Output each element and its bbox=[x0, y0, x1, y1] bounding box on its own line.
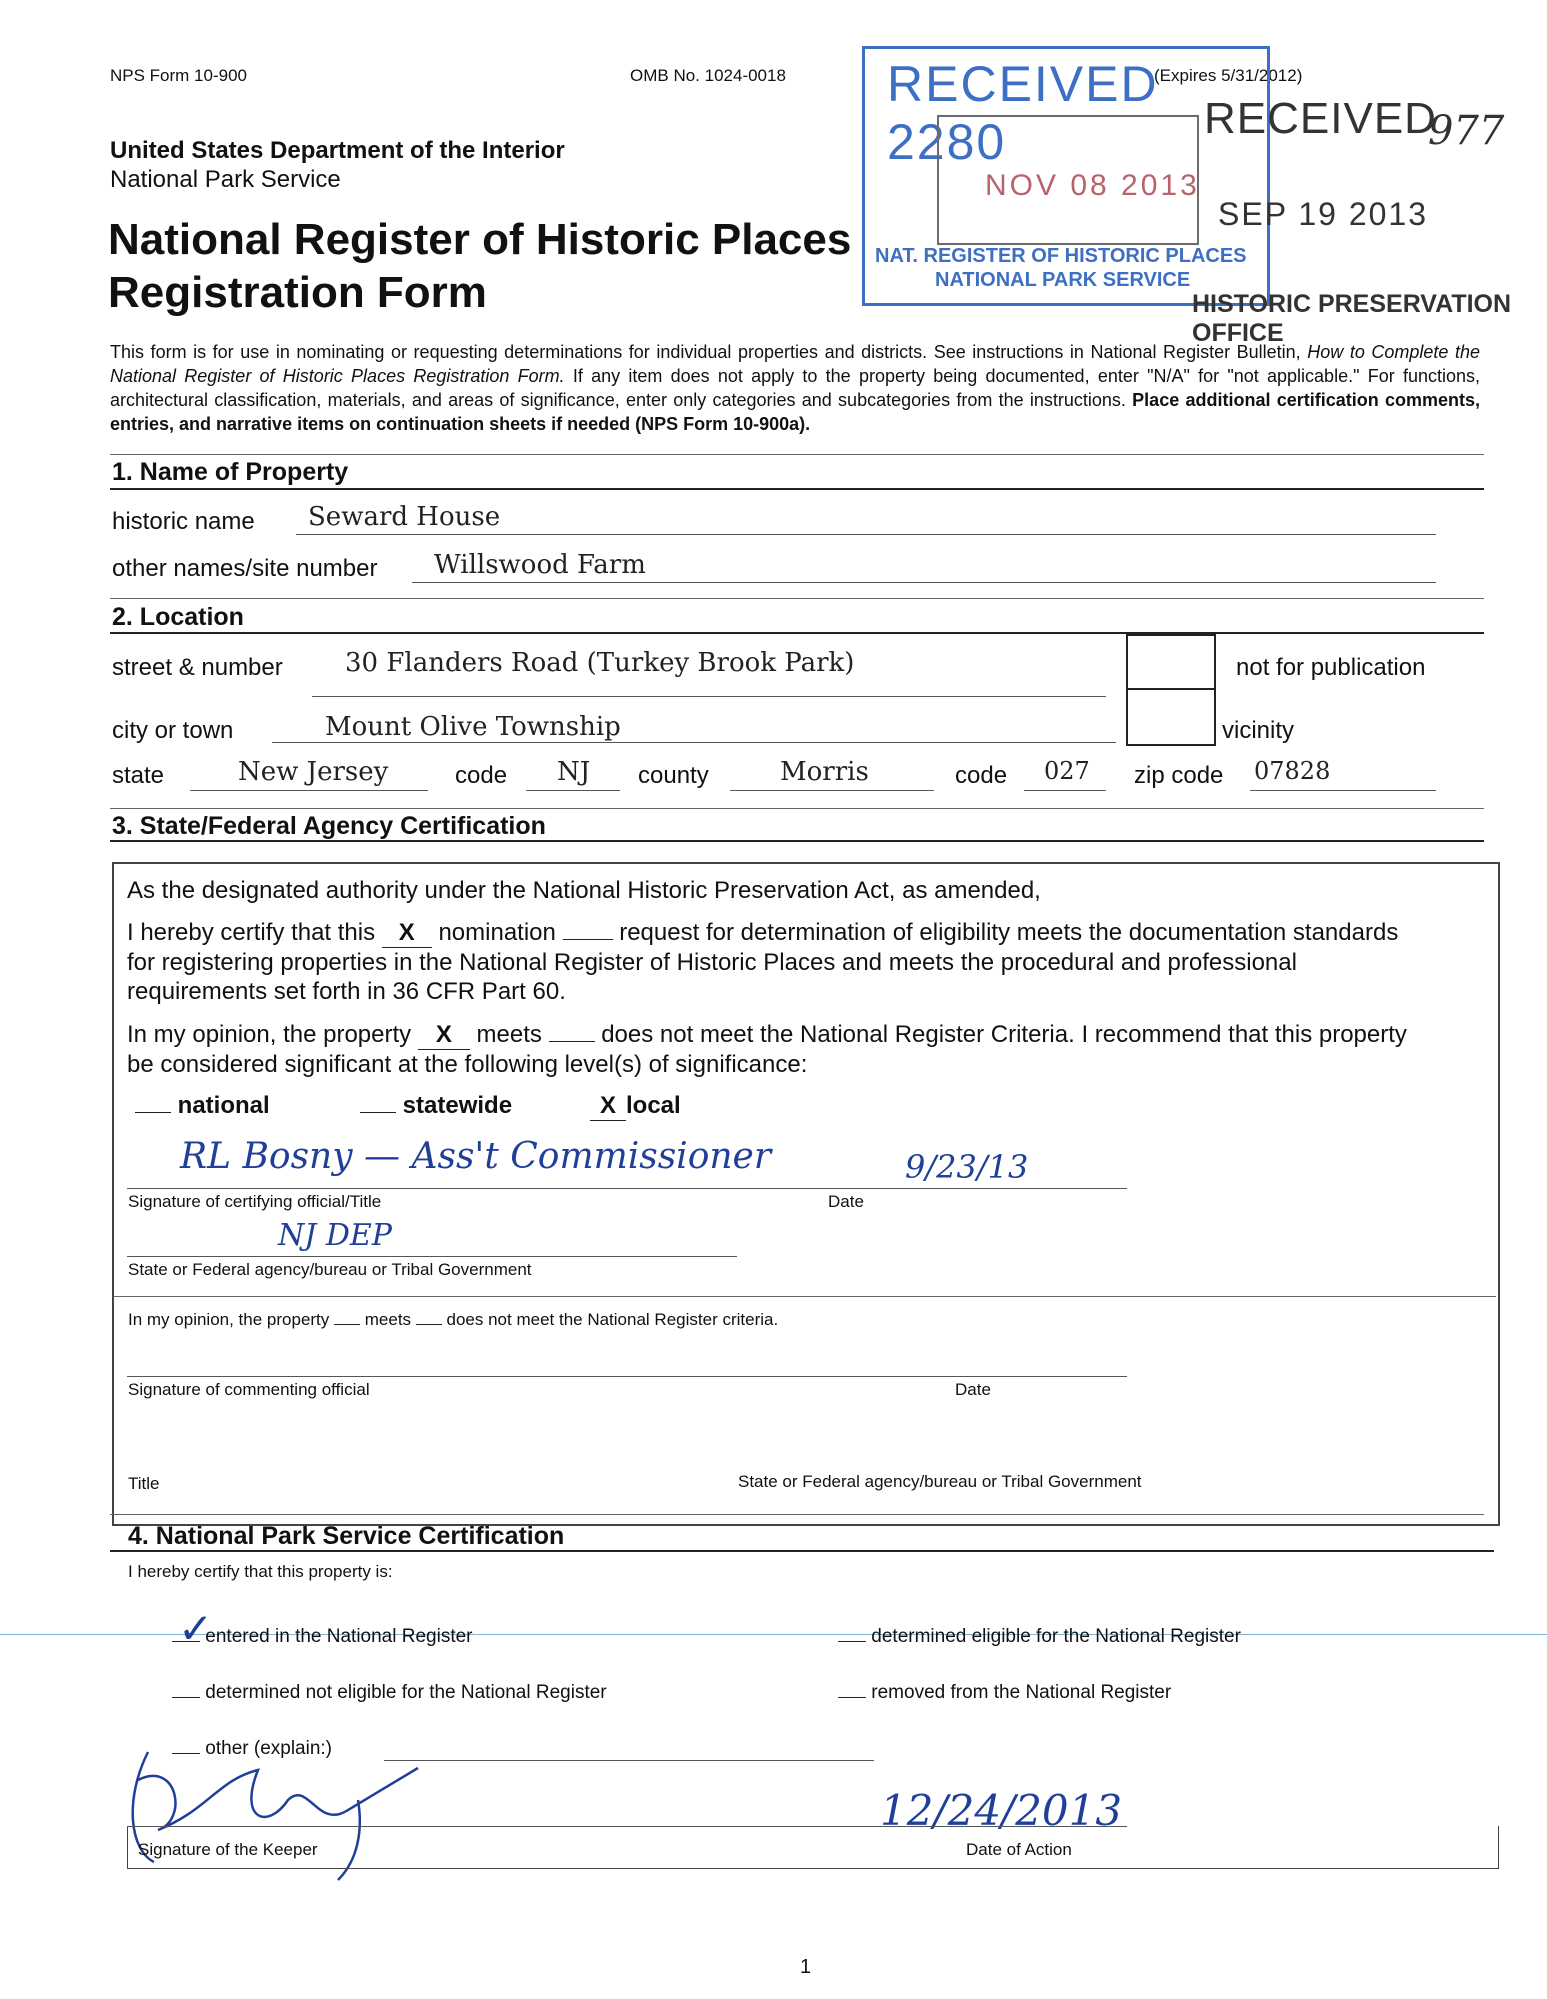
level-national[interactable]: national bbox=[135, 1092, 270, 1120]
state-value: New Jersey bbox=[238, 757, 389, 787]
hpo-received-stamp: RECEIVED bbox=[1204, 94, 1437, 143]
state-code-value: NJ bbox=[557, 757, 591, 787]
street-value: 30 Flanders Road (Turkey Brook Park) bbox=[345, 648, 855, 678]
opinion-statement: In my opinion, the property X meets does not meet the National Register Criteria. I recommend that this property be considered significant at the following level(s) of significance: bbox=[127, 1021, 1407, 1078]
section4-heading: 4. National Park Service Certification bbox=[128, 1522, 565, 1550]
option-other[interactable]: other (explain:) bbox=[172, 1738, 332, 1760]
instructions-paragraph: This form is for use in nominating or requesting determinations for individual properties and districts. See instructions in National Register Bulletin, How to Complete the National Register of Historic Places Registration Form. If any item does not apply to the property being documented, enter "N/A" for "not applicable." For functions, architectural classification, materials, and areas of significance, enter only categories and subcategories from the instructions. Place additional certification comments, entries, and narrative items on continuation sheets if needed (NPS Form 10-900a). bbox=[110, 342, 1481, 434]
nps-certify-intro: I hereby certify that this property is: bbox=[128, 1562, 393, 1581]
historic-name-label: historic name bbox=[112, 508, 255, 535]
other-names-label: other names/site number bbox=[112, 555, 378, 582]
city-value: Mount Olive Township bbox=[325, 712, 621, 742]
certifying-date-label: Date bbox=[828, 1192, 864, 1211]
other-names-value: Willswood Farm bbox=[434, 550, 646, 580]
commenting-date-label: Date bbox=[955, 1380, 991, 1399]
state-label: state bbox=[112, 762, 165, 789]
section2-heading: 2. Location bbox=[112, 603, 244, 631]
option-determined-eligible[interactable]: determined eligible for the National Register bbox=[838, 1626, 1241, 1648]
comment-opinion: In my opinion, the property meets does not meet the National Register criteria. bbox=[128, 1310, 779, 1329]
zip-label: zip code bbox=[1134, 762, 1224, 789]
expiration: (Expires 5/31/2012) bbox=[1154, 66, 1303, 85]
authority-statement: As the designated authority under the National Historic Preservation Act, as amended, bbox=[127, 877, 1041, 904]
level-local[interactable]: X local bbox=[590, 1092, 681, 1121]
county-label: county bbox=[638, 762, 709, 789]
action-date-label: Date of Action bbox=[966, 1840, 1072, 1859]
certifying-agency-label: State or Federal agency/bureau or Tribal Government bbox=[128, 1260, 532, 1279]
hpo-received-date: SEP 19 2013 bbox=[1218, 196, 1429, 232]
reference-number: 977 bbox=[1428, 108, 1505, 154]
option-removed[interactable]: removed from the National Register bbox=[838, 1682, 1171, 1704]
option-not-eligible[interactable]: determined not eligible for the National Register bbox=[172, 1682, 607, 1704]
not-for-publication-checkbox[interactable] bbox=[1126, 634, 1216, 692]
keeper-box bbox=[127, 1826, 1499, 1869]
nps-received-stamp: RECEIVED 2280 NOV 08 2013 NAT. REGISTER OF HISTORIC PLACES NATIONAL PARK SERVICE bbox=[862, 46, 1270, 306]
certifying-agency: NJ DEP bbox=[278, 1218, 392, 1253]
option-entered[interactable]: entered in the National Register bbox=[172, 1626, 473, 1648]
page-title: National Register of Historic Places bbox=[108, 215, 852, 264]
certifying-date: 9/23/13 bbox=[905, 1148, 1029, 1186]
vicinity-label: vicinity bbox=[1222, 717, 1295, 744]
city-label: city or town bbox=[112, 717, 234, 744]
county-code-label: code bbox=[955, 762, 1008, 789]
certifying-signature: RL Bosny — Ass't Commissioner bbox=[180, 1136, 772, 1177]
checkmark-icon: ✓ bbox=[178, 1604, 214, 1653]
keeper-signature-label: Signature of the Keeper bbox=[138, 1840, 318, 1859]
commenting-agency-label: State or Federal agency/bureau or Tribal Government bbox=[738, 1472, 1142, 1491]
certify-statement: I hereby certify that this X nomination request for determination of eligibility meets the documentation standards for registering properties in the National Register of Historic Places and meets the procedural and professional requirements set forth in 36 CFR Part 60. bbox=[127, 919, 1399, 1005]
section1-heading: 1. Name of Property bbox=[112, 458, 349, 486]
hpo-stamp-footer: HISTORIC PRESERVATION OFFICE bbox=[1192, 290, 1512, 347]
title-label: Title bbox=[128, 1474, 160, 1493]
historic-name-value: Seward House bbox=[308, 502, 501, 532]
county-code-value: 027 bbox=[1044, 757, 1090, 785]
action-date: 12/24/2013 bbox=[880, 1786, 1123, 1835]
certifying-signature-label: Signature of certifying official/Title bbox=[128, 1192, 382, 1211]
vicinity-checkbox[interactable] bbox=[1126, 688, 1216, 746]
state-code-label: code bbox=[455, 762, 508, 789]
level-statewide[interactable]: statewide bbox=[360, 1092, 512, 1120]
section3-heading: 3. State/Federal Agency Certification bbox=[112, 812, 546, 840]
county-value: Morris bbox=[780, 757, 869, 787]
form-number: NPS Form 10-900 bbox=[110, 66, 247, 85]
omb-number: OMB No. 1024-0018 bbox=[630, 66, 786, 85]
nps-received-date: NOV 08 2013 bbox=[985, 169, 1200, 202]
zip-value: 07828 bbox=[1254, 757, 1331, 785]
department: United States Department of the Interior bbox=[110, 137, 565, 164]
service: National Park Service bbox=[110, 166, 341, 193]
street-label: street & number bbox=[112, 654, 283, 681]
page-number: 1 bbox=[800, 1956, 812, 1978]
commenting-signature-label: Signature of commenting official bbox=[128, 1380, 370, 1399]
not-for-publication-label: not for publication bbox=[1236, 654, 1426, 681]
page-subtitle: Registration Form bbox=[108, 268, 487, 317]
